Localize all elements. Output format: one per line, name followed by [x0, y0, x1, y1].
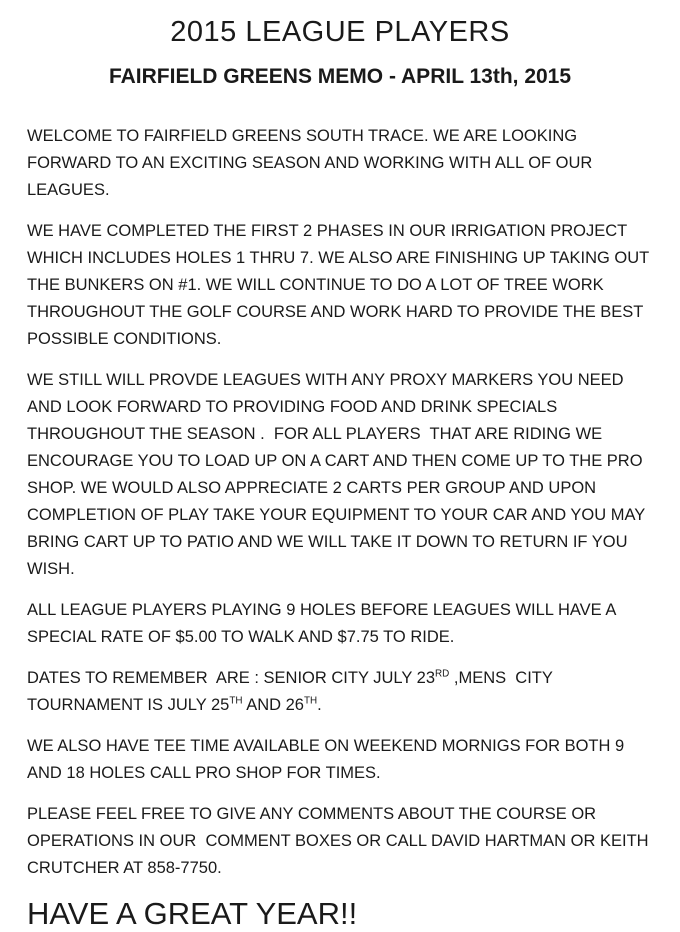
paragraph-irrigation-project: WE HAVE COMPLETED THE FIRST 2 PHASES IN OUR IRRIGATION PROJECT WHICH INCLUDES HOLES 1 THRU 7. WE ALSO ARE FINISHING UP TAKING OUT THE BUNKERS ON #1. WE WILL CONTINUE TO DO A LOT OF TREE WORK THROUGHOUT THE GOLF COURSE AND WORK HARD TO PROVIDE THE BEST POSSIBLE CONDITIONS. [27, 222, 654, 348]
dates-text-3: AND 26 [242, 696, 304, 714]
dates-text-1: DATES TO REMEMBER ARE : SENIOR CITY JULY 23 [27, 669, 436, 687]
paragraph-proxy-markers-carts: WE STILL WILL PROVDE LEAGUES WITH ANY PROXY MARKERS YOU NEED AND LOOK FORWARD TO PROVIDING FOOD AND DRINK SPECIALS THROUGHOUT THE SEASON . FOR ALL PLAYERS THAT ARE RIDING WE ENCOURAGE YOU TO LOAD UP ON A CART AND THEN COME UP TO THE PRO SHOP. WE WOULD ALSO APPRECIATE 2 CARTS PER GROUP AND UPON COMPLETION OF PLAY TAKE YOUR EQUIPMENT TO YOUR CAR AND YOU MAY BRING CART UP TO PATIO AND WE WILL TAKE IT DOWN TO RETURN IF YOU WISH. [27, 371, 650, 578]
memo-subtitle: FAIRFIELD GREENS MEMO - APRIL 13th, 2015 [108, 65, 572, 88]
memo-title: 2015 LEAGUE PLAYERS [170, 16, 510, 48]
memo-closing: HAVE A GREAT YEAR!! [27, 896, 358, 931]
dates-superscript-rd: RD [435, 668, 450, 680]
dates-text-4: . [317, 696, 322, 714]
paragraph-welcome: WELCOME TO FAIRFIELD GREENS SOUTH TRACE. WE ARE LOOKING FORWARD TO AN EXCITING SEASON AND WORKING WITH ALL OF OUR LEAGUES. [27, 127, 597, 199]
dates-superscript-th-26: TH [303, 695, 318, 707]
dates-superscript-th-25: TH [229, 695, 243, 707]
paragraph-special-rate: ALL LEAGUE PLAYERS PLAYING 9 HOLES BEFORE LEAGUES WILL HAVE A SPECIAL RATE OF $5.00 TO WALK AND $7.75 TO RIDE. [27, 601, 621, 646]
paragraph-tee-times: WE ALSO HAVE TEE TIME AVAILABLE ON WEEKEND MORNIGS FOR BOTH 9 AND 18 HOLES CALL PRO SHOP FOR TIMES. [27, 737, 628, 782]
dates-text-2: ,MENS CITY TOURNAMENT IS JULY 25 [27, 669, 557, 714]
paragraph-comments-contact: PLEASE FEEL FREE TO GIVE ANY COMMENTS ABOUT THE COURSE OR OPERATIONS IN OUR COMMENT BOXES OR CALL DAVID HARTMAN OR KEITH CRUTCHER AT 858-7750. [27, 805, 654, 877]
paragraph-dates-to-remember [27, 665, 653, 719]
